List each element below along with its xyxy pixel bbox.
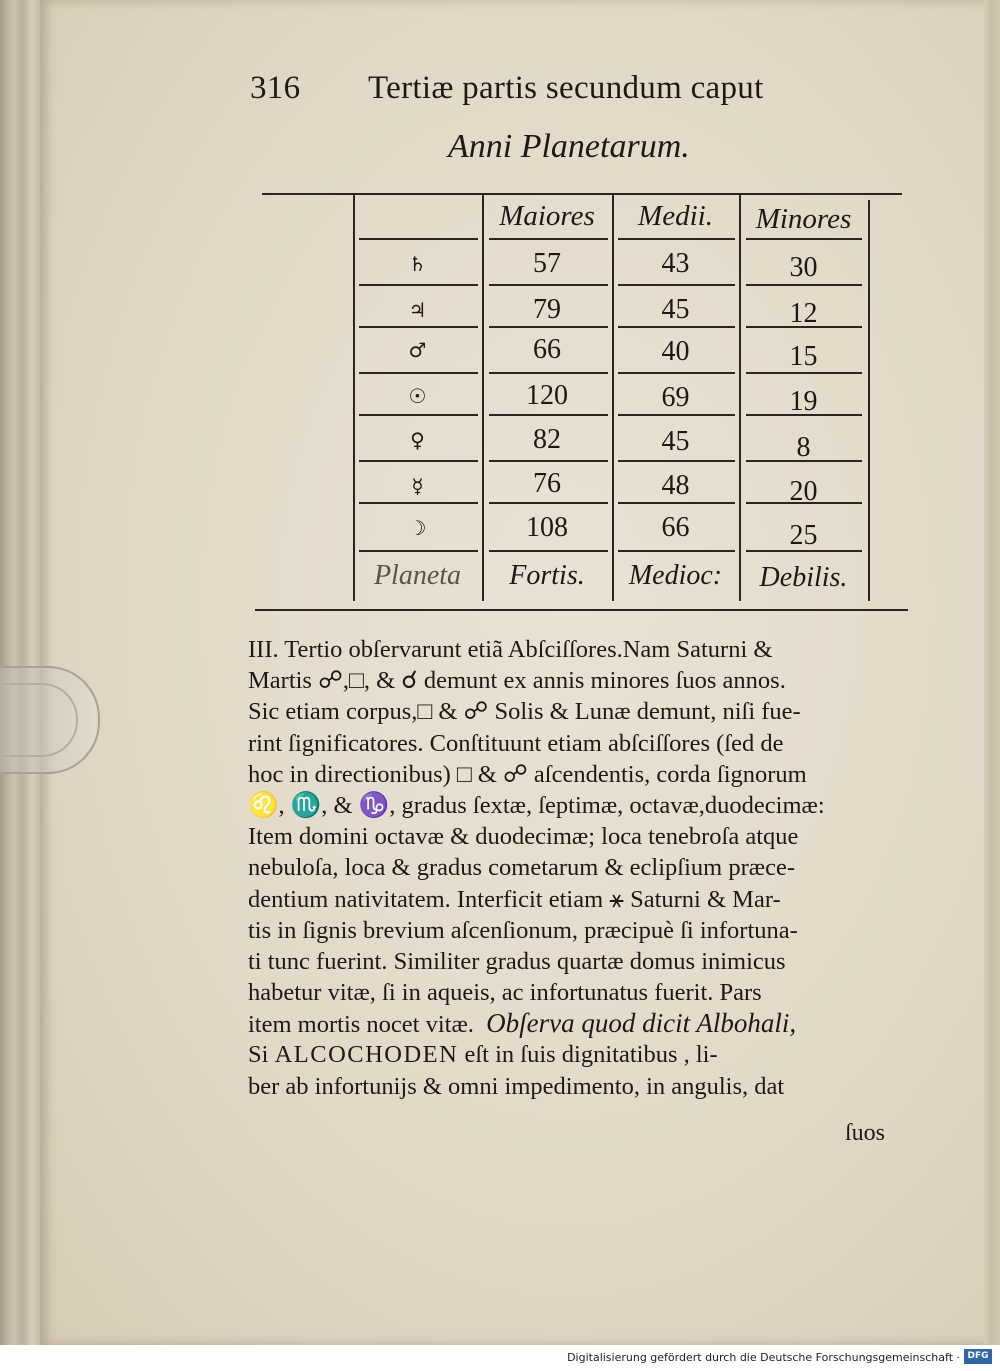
table-row-rule	[359, 372, 478, 374]
table-row-rule	[359, 460, 478, 462]
text-line	[248, 1039, 910, 1070]
cell-maiores: 79	[533, 294, 561, 325]
text-segment: Si	[248, 1041, 269, 1069]
cell-medii: 66	[661, 512, 690, 543]
text-line: habetur vitæ, ſi in aqueis, ac infortunatus fuerit. Pars	[248, 979, 762, 1007]
cell-medii: 45	[661, 426, 690, 457]
text-line: ♌, ♏, & ♑, gradus ſextæ, ſeptimæ, octavæ,duodecimæ:	[248, 791, 825, 819]
text-line: rint ſignificatores. Conſtituunt etiam abſciſſores (ſed de	[248, 729, 784, 757]
cell-maiores: 120	[526, 380, 568, 411]
venus-symbol-icon: ♀	[410, 428, 425, 452]
cell-minores: 15	[789, 341, 818, 372]
catchword: ſuos	[845, 1120, 886, 1146]
cell-minores: 25	[789, 520, 818, 551]
table-row-rule	[359, 414, 478, 416]
text-line: ber ab infortunijs & omni impedimento, in angulis, dat	[248, 1072, 785, 1100]
table-row-rule	[489, 460, 608, 462]
table-vline	[868, 200, 870, 601]
cell-maiores: 108	[526, 512, 568, 543]
text-line: hoc in directionibus) □ & ☍ aſcendentis, corda ſignorum	[248, 760, 807, 788]
text-line: ti tunc fuerint. Similiter gradus quartæ domus inimicus	[248, 947, 786, 975]
jupiter-symbol-icon: ♃	[408, 298, 427, 322]
table-row-rule	[489, 372, 608, 374]
text-line: Sic etiam corpus,□ & ☍ Solis & Lunæ demunt, niſi fue-	[248, 698, 801, 726]
page-clip-inner	[0, 683, 78, 757]
table-row-rule	[746, 284, 862, 286]
table-top-rule	[262, 193, 902, 195]
table-row-rule	[618, 460, 735, 462]
cell-maiores: 57	[533, 248, 561, 279]
cell-medii: 48	[661, 470, 690, 501]
text-line: Item domini octavæ & duodecimæ; loca tenebroſa atque	[248, 823, 799, 851]
table-row-rule	[359, 502, 478, 504]
footer-fortis: Fortis.	[509, 560, 585, 591]
cell-maiores: 82	[533, 424, 561, 455]
table-row-rule	[746, 238, 862, 240]
cell-minores: 20	[789, 476, 818, 507]
body-paragraph	[248, 634, 910, 1102]
table-row-rule	[618, 326, 735, 328]
saturn-symbol-icon: ♄	[408, 252, 427, 276]
mercury-symbol-icon: ☿	[411, 474, 424, 498]
footer-medioc: Medioc:	[628, 560, 723, 591]
moon-symbol-icon: ☽	[408, 516, 427, 540]
column-header-medii: Medii.	[638, 200, 713, 232]
cell-maiores: 76	[533, 468, 561, 499]
cell-medii: 69	[661, 382, 690, 413]
table-title: Anni Planetarum.	[448, 128, 690, 165]
funding-credit: Digitalisierung gefördert durch die Deutsche Forschungsgemeinschaft ·	[567, 1351, 960, 1364]
cell-medii: 43	[661, 248, 690, 279]
table-bottom-rule	[255, 609, 908, 611]
column-header-minores: Minores	[755, 203, 852, 235]
text-segment: item mortis nocet vitæ.	[248, 1011, 474, 1039]
table-row-rule	[489, 414, 608, 416]
cell-minores: 8	[796, 432, 811, 463]
cell-minores: 19	[789, 386, 818, 417]
table-row-rule	[489, 502, 608, 504]
page-number: 316	[250, 70, 301, 106]
table-row-rule	[359, 326, 478, 328]
fore-edge	[984, 0, 1000, 1345]
table-row-rule	[359, 238, 478, 240]
table-row-rule	[489, 238, 608, 240]
italic-quote: Obſerva quod dicit Albohali,	[486, 1008, 797, 1039]
table-row-rule	[618, 550, 735, 552]
table-row-rule	[618, 502, 735, 504]
small-caps-term: ALCOCHODEN	[274, 1041, 459, 1069]
table-row-rule	[489, 326, 608, 328]
table-row-rule	[618, 238, 735, 240]
text-line: nebuloſa, loca & gradus cometarum & eclipſium præce-	[248, 854, 795, 882]
cell-medii: 40	[661, 336, 690, 367]
sun-symbol-icon: ☉	[408, 384, 427, 408]
text-segment: eſt in ſuis dignitatibus , li-	[464, 1041, 718, 1069]
table-row-rule	[618, 284, 735, 286]
table-row-rule	[618, 372, 735, 374]
text-line: tis in ſignis brevium aſcenſionum, præcipuè ſi infortuna-	[248, 916, 798, 944]
table-row-rule	[746, 372, 862, 374]
running-head	[250, 70, 810, 116]
text-line	[248, 1008, 910, 1039]
table-row-rule	[489, 284, 608, 286]
table-row-rule	[489, 550, 608, 552]
table-row-rule	[359, 284, 478, 286]
cell-medii: 45	[661, 294, 690, 325]
cell-minores: 12	[789, 298, 818, 329]
dfg-logo: DFG	[964, 1349, 992, 1364]
column-header-maiores: Maiores	[499, 200, 595, 232]
text-line: III. Tertio obſervarunt etiã Abſciſſores.Nam Saturni &	[248, 636, 773, 663]
footer-planeta: Planeta	[373, 560, 462, 591]
cell-minores: 30	[789, 252, 818, 283]
chapter-title: Tertiæ partis secundum caput	[368, 70, 764, 106]
text-line: dentium nativitatem. Interficit etiam ⚹ Saturni & Mar-	[248, 885, 781, 913]
mars-symbol-icon: ♂	[408, 338, 427, 362]
table-row-rule	[618, 414, 735, 416]
cell-maiores: 66	[533, 334, 561, 365]
table-row-rule	[359, 550, 478, 552]
text-line: Martis ☍,□, & ☌ demunt ex annis minores ſuos annos.	[248, 667, 786, 695]
footer-debilis: Debilis.	[759, 562, 848, 593]
